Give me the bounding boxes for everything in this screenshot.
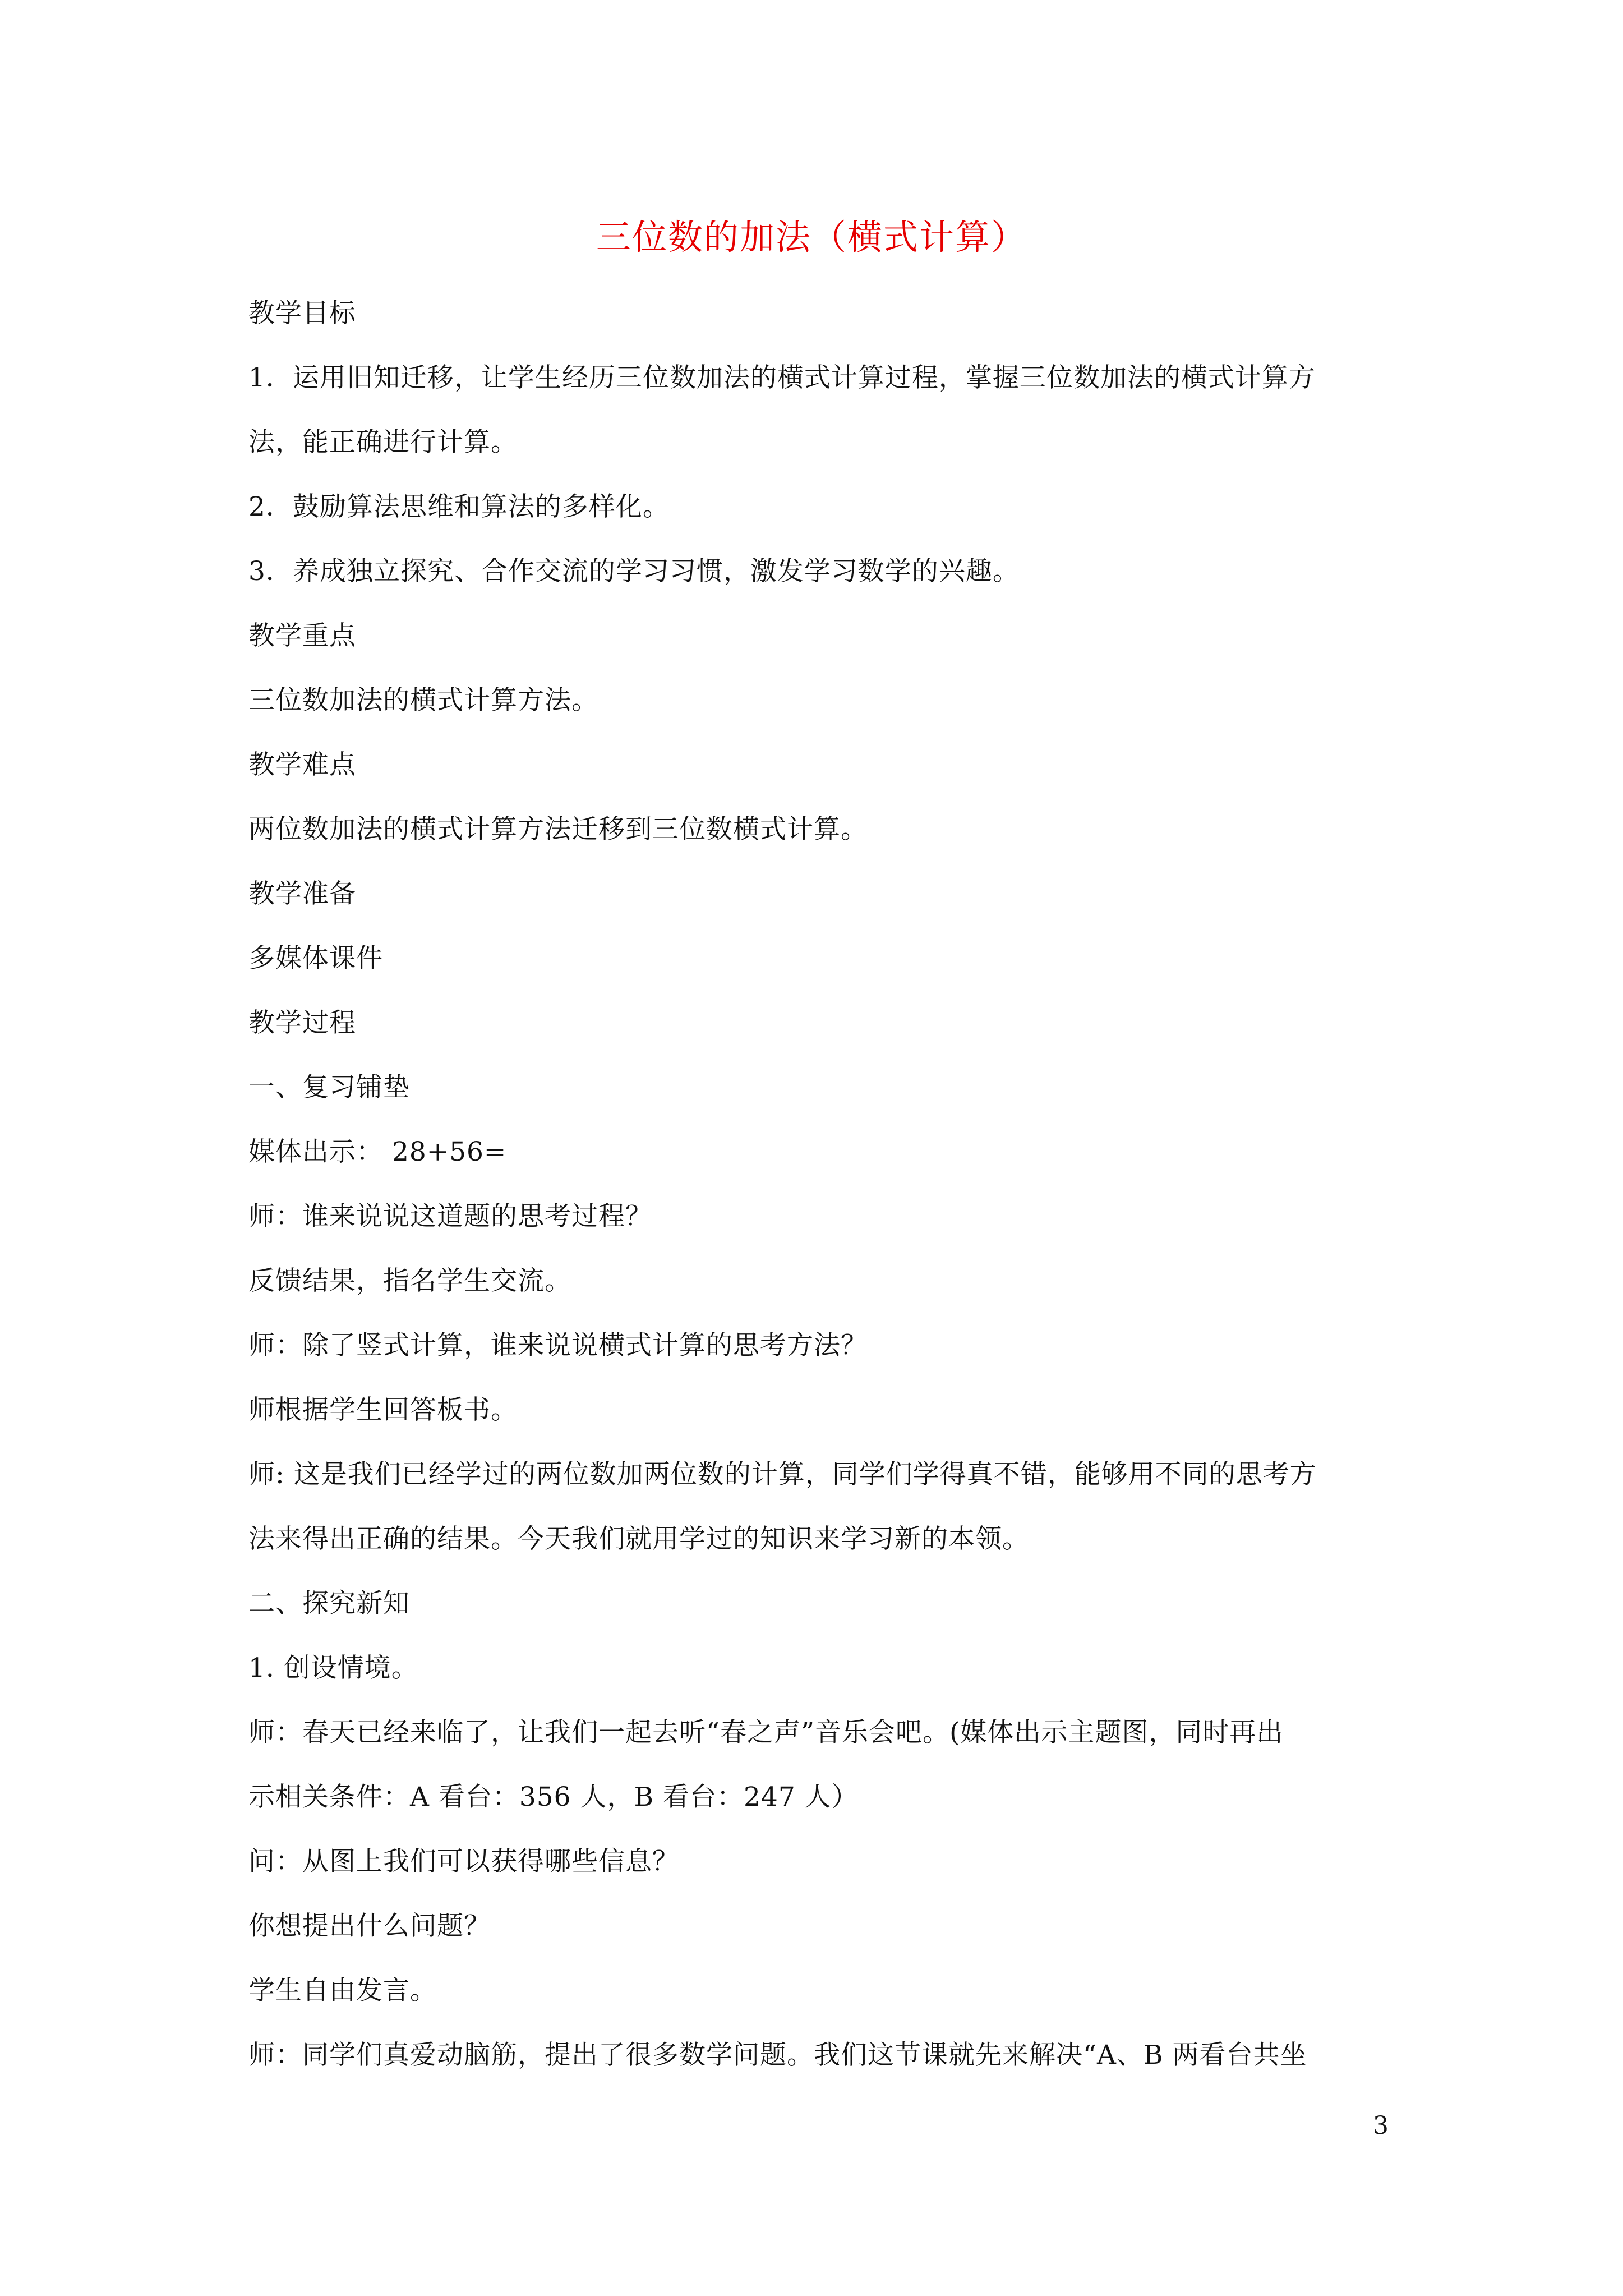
- heading-preparation: 教学准备: [248, 878, 356, 909]
- preparation-text: 多媒体课件: [248, 943, 383, 974]
- heading-difficulties: 教学难点: [248, 749, 356, 780]
- question-info: 问：从图上我们可以获得哪些信息？: [248, 1846, 679, 1877]
- feedback-line: 反馈结果，指名学生交流。: [248, 1266, 571, 1296]
- goal-1-line-2: 法，能正确进行计算。: [248, 427, 518, 458]
- question-raise: 你想提出什么问题？: [248, 1911, 491, 1941]
- media-display: 媒体出示： 28+56=: [248, 1137, 507, 1167]
- goal-3: 3．养成独立探究、合作交流的学习习惯，激发学习数学的兴趣。: [248, 556, 1020, 587]
- students-speak: 学生自由发言。: [248, 1975, 437, 2006]
- teacher-closing-line: 师：同学们真爱动脑筋，提出了很多数学问题。我们这节课就先来解决“A、B 两看台共坐: [248, 2040, 1307, 2070]
- teacher-intro-line-1: 师：春天已经来临了，让我们一起去听“春之声”音乐会吧。(媒体出示主题图，同时再出: [248, 1717, 1284, 1748]
- page-number: 3: [1373, 2111, 1389, 2140]
- teacher-question-2: 师：除了竖式计算，谁来说说横式计算的思考方法？: [248, 1330, 868, 1361]
- section-explore: 二、探究新知: [248, 1588, 410, 1619]
- teacher-summary-line-1: 师: 这是我们已经学过的两位数加两位数的计算，同学们学得真不错，能够用不同的思考方: [248, 1459, 1317, 1490]
- difficulties-text: 两位数加法的横式计算方法迁移到三位数横式计算。: [248, 814, 868, 845]
- teacher-intro-line-2: 示相关条件：A 看台：356 人，B 看台：247 人）: [248, 1782, 859, 1812]
- board-writing-line: 师根据学生回答板书。: [248, 1395, 518, 1425]
- goal-2: 2．鼓励算法思维和算法的多样化。: [248, 491, 670, 522]
- section-review: 一、复习铺垫: [248, 1072, 410, 1103]
- goal-1-line-1: 1．运用旧知迁移，让学生经历三位数加法的横式计算过程，掌握三位数加法的横式计算方: [248, 362, 1316, 393]
- heading-key-points: 教学重点: [248, 620, 356, 651]
- create-situation: 1. 创设情境。: [248, 1653, 418, 1683]
- document-title: 三位数的加法（横式计算）: [596, 217, 1027, 257]
- teacher-question-1: 师：谁来说说这道题的思考过程？: [248, 1201, 652, 1232]
- heading-teaching-goals: 教学目标: [248, 298, 356, 329]
- key-points-text: 三位数加法的横式计算方法。: [248, 685, 598, 716]
- heading-process: 教学过程: [248, 1007, 356, 1038]
- teacher-summary-line-2: 法来得出正确的结果。今天我们就用学过的知识来学习新的本领。: [248, 1524, 1029, 1554]
